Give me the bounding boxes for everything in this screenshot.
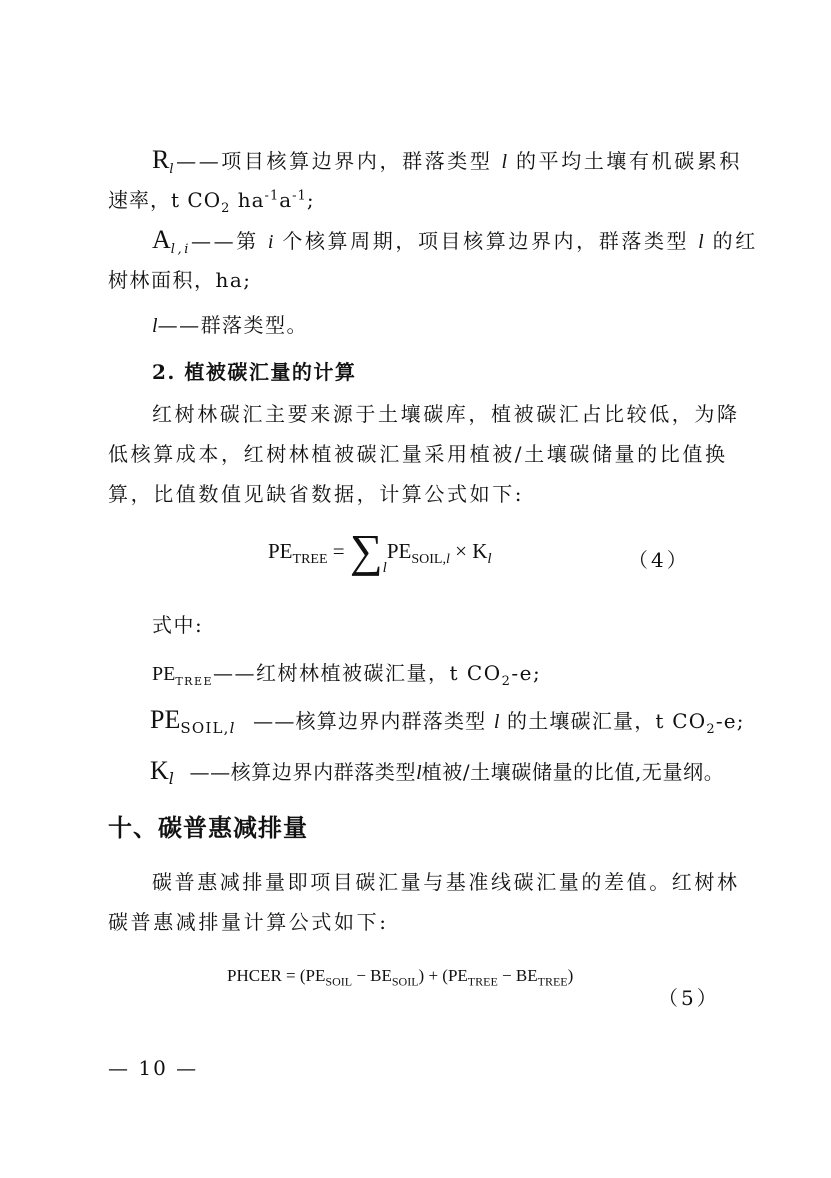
definition-l: l——群落类型。 <box>152 313 309 337</box>
definition-a: $A_{l,i}——$第 i 个核算周期，项目核算边界内，群落类型 l 的红 <box>152 225 758 257</box>
paragraph-line: 低核算成本，红树林植被碳汇量采用植被/土壤碳储量的比值换 <box>108 442 728 466</box>
variable-l: l <box>698 231 704 253</box>
definition-a-unit: 树林面积，ha; <box>108 268 252 292</box>
variable-i: i <box>267 231 274 253</box>
page-number: — 10 — <box>108 1056 199 1080</box>
variable-l: l <box>501 151 508 173</box>
section-heading-vegetation: 2. 植被碳汇量的计算 <box>152 360 357 384</box>
paragraph-line: 红树林碳汇主要来源于土壤碳库，植被碳汇占比较低，为降 <box>152 402 740 426</box>
section-heading-reduction: 十、碳普惠减排量 <box>108 813 308 842</box>
paragraph-line: 算，比值数值见缺省数据，计算公式如下: <box>108 482 525 506</box>
definition-pe-soil: $PE_{SOIL,l}$ ——核算边界内群落类型 l 的土壤碳汇量，t $CO_2-e$; <box>150 705 745 737</box>
symbol-a-subscript: l,i <box>170 242 192 257</box>
definition-pe-tree: $PE_{TREE}——$红树林植被碳汇量，t $CO_2-e$; <box>152 661 542 689</box>
where-label: 式中: <box>152 613 204 637</box>
formula-5: PHCER = $(PE_{SOIL} - BE_{SOIL}) + (PE_{TREE} - BE_{TREE})$ <box>227 966 574 989</box>
sum-symbol: ∑ <box>349 525 383 576</box>
paragraph-line: 碳普惠减排量即项目碳汇量与基准线碳汇量的差值。红树林 <box>152 870 740 894</box>
symbol-r-subscript: l <box>169 162 177 177</box>
symbol-a: A <box>152 225 171 254</box>
equation-number-5: （5） <box>658 986 720 1010</box>
definition-r-text-end: 的平均土壤有机碳累积 <box>516 149 743 173</box>
paragraph-line: 碳普惠减排量计算公式如下: <box>108 910 389 934</box>
definition-r-unit: 速率，t $CO_2$ $ha^{-1}a^{-1}$; <box>108 188 315 216</box>
definition-k: $K_l$ ——核算边界内群落类型l植被/土壤碳储量的比值,无量纲。 <box>150 756 725 788</box>
symbol-r: R <box>152 145 170 174</box>
definition-r <box>152 145 743 177</box>
equation-number-4: （4） <box>628 548 690 572</box>
symbol-l: l <box>152 315 158 337</box>
definition-r-text: ——项目核算边界内，群落类型 <box>176 149 493 173</box>
formula-4: $PE_{TREE} = \sum_lPE_{SOIL,l} \times K_l$ <box>268 525 492 576</box>
